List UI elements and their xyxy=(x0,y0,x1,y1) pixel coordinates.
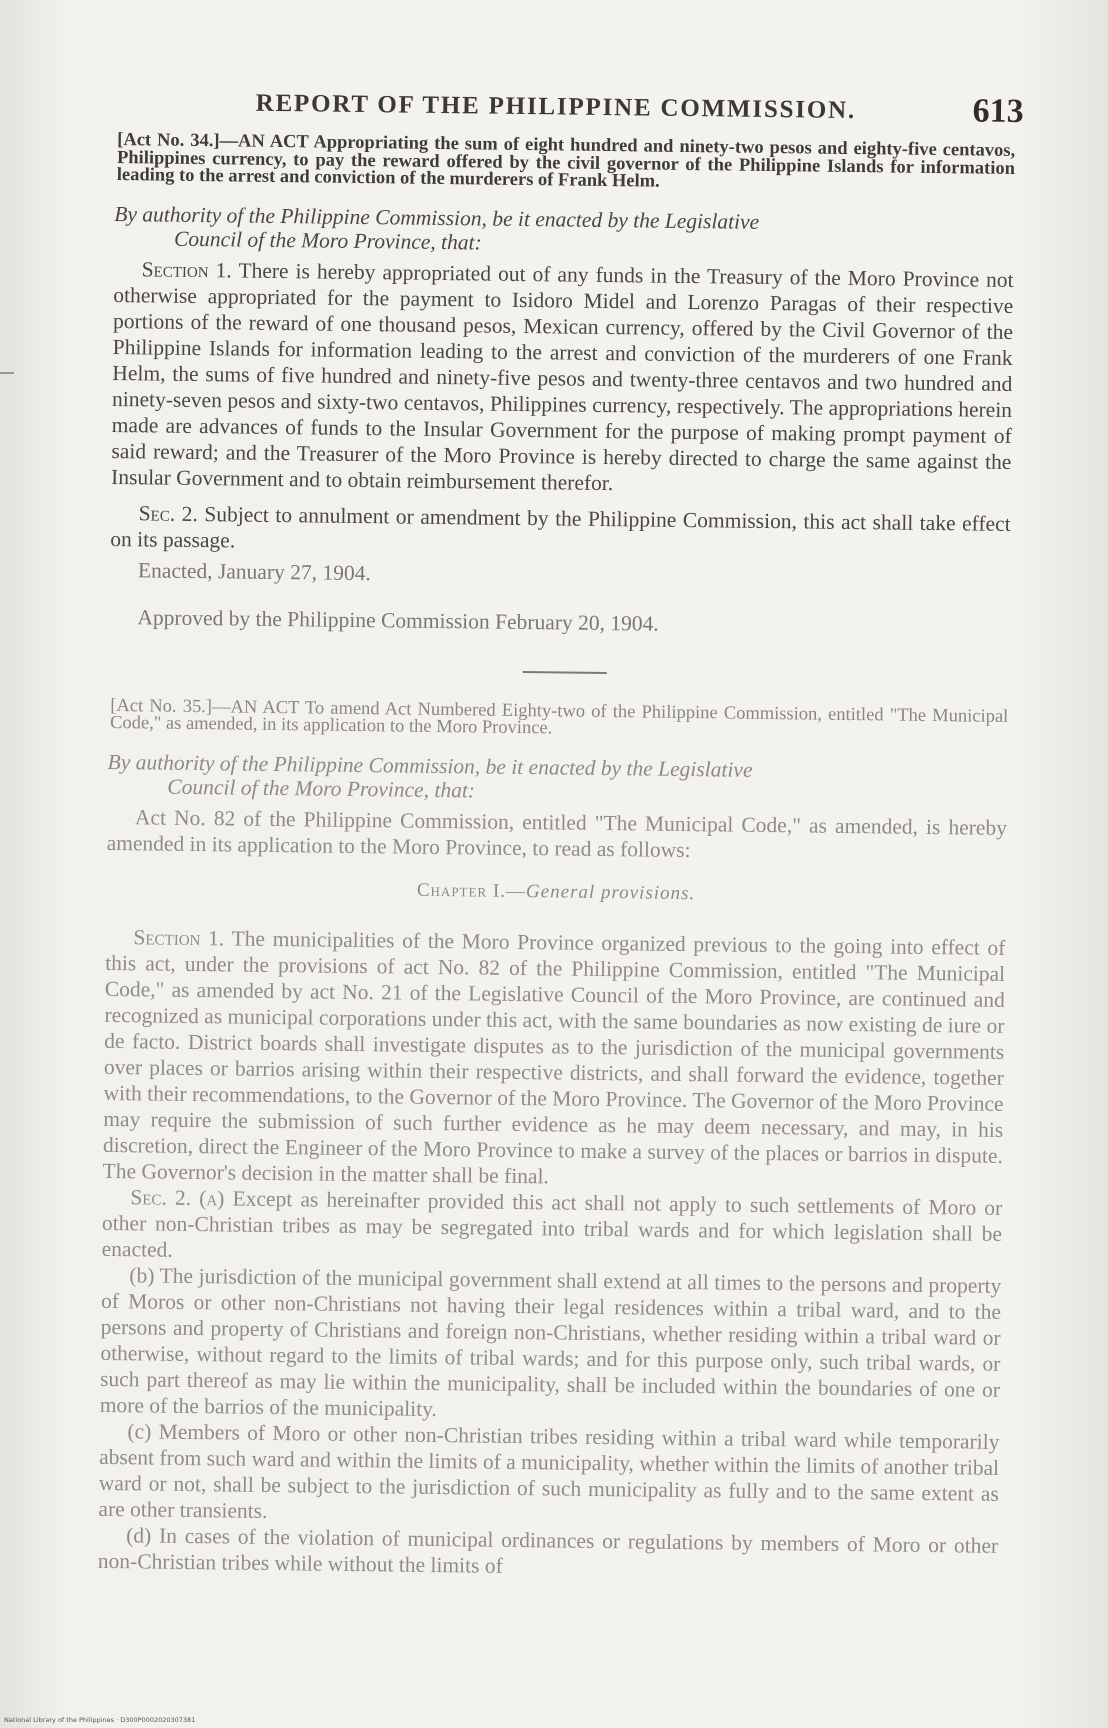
section-text: The municipalities of the Moro Province organized previous to the going into effect of this act, under the provisions of act No. 82 of the Philippine Commission, entitled "The Municipal Code," as amended by act No. 21 of the Legislative Council of the Moro Province, are continued and recognized as municipal corporations under this act, with the same boundaries as now existing de iure or de facto. District boards shall investigate disputes as to the jurisdiction of the municipal governments over places or barrios arising within their respective districts, and shall forward the evidence, together with their recommendations, to the Governor of the Moro Province. The Governor of the Moro Province may require the submission of such further evidence as he may deem necessary, and may, in his discretion, direct the Engineer of the Moro Province to make a survey of the places or barrios in dispute. The Governor's decision in the matter shall be final. xyxy=(102,925,1006,1188)
section-divider xyxy=(523,671,607,674)
act-34-enacting-clause xyxy=(114,201,1015,260)
act-35-section-2d xyxy=(98,1521,999,1584)
act-34-section-2 xyxy=(110,499,1011,562)
section-lead: Sec. 2. (a) xyxy=(130,1184,225,1210)
act-35-intro: Act No. 82 of the Philippine Commission, entitled "The Municipal Code," as amended, is hereby amended in its application to the Moro Province, to read as follows: xyxy=(106,804,1008,862)
section-text: The jurisdiction of the municipal government shall extend at all times to the persons and property of Moros or other non-Christians not having their legal residences within a tribal ward, and to the persons and property of Christians and foreign non-Christians, whether residing within a tribal ward or otherwise, without regard to the limits of tribal wards; and for this purpose only, such tribal wards, or such part thereof as may lie within the municipality, shall be included within the boundaries of one or more of the barrios of the municipality. xyxy=(99,1263,1002,1421)
section-lead: Sec. 2. xyxy=(138,500,198,526)
scan-edge-mark xyxy=(0,372,14,374)
section-lead: (b) xyxy=(129,1262,155,1288)
act-34-approved-date: Approved by the Philippine Commission February 20, 1904. xyxy=(137,604,659,636)
page-number: 613 xyxy=(972,92,1024,131)
section-text: Except as hereinafter provided this act shall not apply to such settlements of Moro or other non-Christian tribes as may be segregated into tribal wards and for which legislation shall be enacted. xyxy=(101,1186,1003,1262)
page-content xyxy=(97,78,1024,1584)
section-lead: (c) xyxy=(127,1418,152,1444)
chapter-heading xyxy=(106,875,1006,908)
enacting-line-2: Council of the Moro Province, that: xyxy=(173,226,482,254)
act-34-section-1 xyxy=(111,255,1014,500)
act-35-section-1 xyxy=(102,923,1005,1194)
section-text: There is hereby appropriated out of any funds in the Treasury of the Moro Province not otherwise appropriated for the payment to Isidoro Midel and Lorenzo Paragas of their respective portions of the reward of one thousand pesos, Mexican currency, offered by the Civil Governor of the Philippine Islands for information leading to the arrest and conviction of the murderers of one Frank Helm, the sums of five hundred and ninety-five pesos and twenty-three centavos and two hundred and ninety-seven pesos and sixty-two centavos, Philippines currency, respectively. The appropriations herein made are advances of funds to the Insular Government for the purpose of making prompt payment of said reward; and the Treasurer of the Moro Province is hereby directed to charge the same against the Insular Government and to obtain reimbursement therefor. xyxy=(110,258,1014,495)
section-lead: Section 1. xyxy=(141,256,232,282)
library-imprint: National Library of the Philippines · D300P0002020307381 xyxy=(4,1716,196,1724)
act-35-title: [Act No. 35.]—AN ACT To amend Act Numbered Eighty-two of the Philippine Commission, entitled "The Municipal Code," as amended, in its application to the Moro Province. xyxy=(109,695,1009,739)
act-34-enacted-date: Enacted, January 27, 1904. xyxy=(137,557,371,585)
enacting-line-2: Council of the Moro Province, that: xyxy=(167,774,476,802)
chapter-title: General provisions. xyxy=(525,880,696,904)
act-35-section-2a xyxy=(102,1183,1003,1272)
page-header xyxy=(115,78,1024,137)
section-lead: (d) xyxy=(126,1522,152,1548)
act-35-section-2c xyxy=(98,1417,999,1532)
enacting-line-1: By authority of the Philippine Commission, be it enacted by the Legislative xyxy=(114,201,760,234)
enacting-line-1: By authority of the Philippine Commission, be it enacted by the Legislative xyxy=(107,749,753,782)
act-35-enacting-clause xyxy=(107,749,1008,808)
running-title: REPORT OF THE PHILIPPINE COMMISSION. xyxy=(255,89,857,125)
section-lead: Section 1. xyxy=(133,924,225,950)
act-34-title: [Act No. 34.]—AN ACT Appropriating the sum of eight hundred and ninety-two pesos and eighty-five centavos, Philippines currency, to pay the reward offered by the civil governor of the Philippine Islands for information leading to the arrest and conviction of the murderers of Frank Helm. xyxy=(116,130,1016,192)
section-text: Members of Moro or other non-Christian tribes residing within a tribal ward while temporarily absent from such ward and within the limits of a municipality, whether within the limits of another tribal ward or not, shall be subject to the jurisdiction of such municipality as fully and to the same extent as are other transients. xyxy=(98,1419,1000,1523)
act-35-section-2b xyxy=(100,1261,1002,1428)
section-text: In cases of the violation of municipal ordinances or regulations by members of Moro or other non-Christian tribes while without the limits of xyxy=(97,1523,999,1578)
chapter-lead: Chapter I.— xyxy=(416,879,527,902)
section-text: Subject to annulment or amendment by the Philippine Commission, this act shall take effect on its passage. xyxy=(110,501,1011,552)
